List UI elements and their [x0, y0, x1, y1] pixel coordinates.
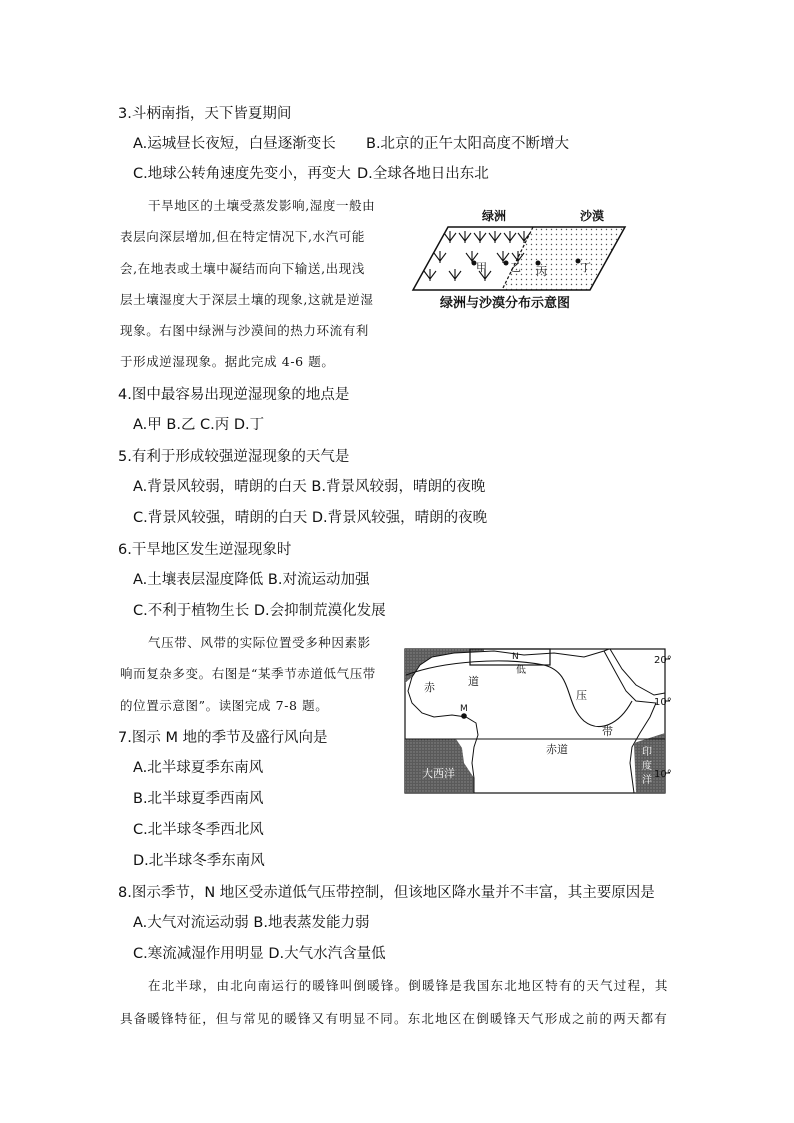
belt-char-dai: 带	[602, 725, 613, 738]
pressure-belt-map	[404, 643, 684, 798]
passage3-line: 具备暖锋特征，但与常见的暖锋又有明显不同。东北地区在倒暖锋天气形成之前的两天都有	[120, 1011, 669, 1026]
point-yi-dot	[504, 261, 509, 266]
indian-label-3: 洋	[642, 775, 652, 786]
q5-options-line1: A.背景风较弱，晴朗的白天 B.背景风较弱，晴朗的夜晚	[133, 479, 486, 495]
q4-stem: 4.图中最容易出现逆湿现象的地点是	[118, 387, 350, 403]
passage1-line: 层土壤湿度大于深层土壤的现象,这就是逆湿	[120, 292, 374, 307]
q7-option-a: A.北半球夏季东南风	[133, 760, 264, 776]
q7-stem: 7.图示 M 地的季节及盛行风向是	[118, 730, 328, 746]
point-bing-label: 丙	[536, 265, 547, 278]
passage3-line: 在北半球，由北向南运行的暖锋叫倒暖锋。倒暖锋是我国东北地区特有的天气过程，其	[148, 978, 669, 993]
point-yi-label: 乙	[510, 261, 521, 274]
figure1-caption: 绿洲与沙漠分布示意图	[440, 296, 571, 311]
belt-char-ya: 压	[576, 689, 587, 702]
q5-options-line2: C.背景风较强，晴朗的白天 D.背景风较强，晴朗的夜晚	[133, 510, 488, 526]
q7-option-c: C.北半球冬季西北风	[133, 822, 264, 838]
passage1-line: 会,在地表或土壤中凝结而向下输送,出现浅	[120, 261, 365, 276]
desert-label: 沙漠	[580, 209, 605, 223]
belt-char-dao: 道	[468, 675, 479, 688]
passage2-line: 的位置示意图”。读图完成 7-8 题。	[120, 698, 329, 713]
lat-10s-label: 10°	[654, 769, 672, 780]
q6-stem: 6.干旱地区发生逆湿现象时	[118, 542, 292, 558]
q3-option-b: B.北京的正午太阳高度不断增大	[366, 136, 570, 152]
q3-option-a: A.运城昼长夜短，白昼逐渐变长	[133, 136, 336, 152]
passage2-line: 气压带、风带的实际位置受多种因素影	[148, 635, 371, 650]
atlantic-label: 大西洋	[422, 767, 455, 780]
q5-stem: 5.有利于形成较强逆湿现象的天气是	[118, 449, 350, 465]
low-label: 低	[516, 665, 526, 676]
q6-options-line1: A.土壤表层湿度降低 B.对流运动加强	[133, 572, 370, 588]
oasis-desert-figure	[410, 203, 660, 318]
m-point-dot	[461, 713, 467, 719]
q8-options-line2: C.寒流减湿作用明显 D.大气水汽含量低	[133, 946, 386, 962]
indian-label-2: 度	[642, 761, 652, 772]
q3-option-c: C.地球公转角速度先变小，再变大	[133, 166, 351, 182]
q7-option-b: B.北半球夏季西南风	[133, 791, 264, 807]
oasis-label: 绿洲	[482, 209, 507, 223]
passage1-line: 于形成逆湿现象。据此完成 4-6 题。	[120, 354, 335, 369]
q4-options: A.甲 B.乙 C.丙 D.丁	[133, 417, 265, 433]
q8-stem: 8.图示季节，N 地区受赤道低气压带控制，但该地区降水量并不丰富，其主要原因是	[118, 885, 655, 901]
passage1-line: 干旱地区的土壤受蒸发影响,湿度一般由	[148, 198, 376, 213]
passage1-line: 现象。右图中绿洲与沙漠间的热力环流有利	[120, 323, 369, 338]
n-point-label: N	[512, 652, 519, 662]
point-jia-label: 甲	[476, 261, 487, 274]
passage2-line: 响而复杂多变。右图是“某季节赤道低气压带	[120, 666, 376, 681]
q8-options-line1: A.大气对流运动弱 B.地表蒸发能力弱	[133, 915, 370, 931]
lat-20-label: 20°	[654, 655, 672, 666]
point-ding-label: 丁	[580, 261, 591, 274]
belt-char-chi: 赤	[424, 681, 435, 694]
lat-10n-label: 10°	[654, 697, 672, 708]
q7-option-d: D.北半球冬季东南风	[133, 853, 265, 869]
passage1-line: 表层向深层增加,但在特定情况下,水汽可能	[120, 229, 365, 244]
m-point-label: M	[460, 704, 468, 714]
q6-options-line2: C.不利于植物生长 D.会抑制荒漠化发展	[133, 603, 386, 619]
q3-stem: 3.斗柄南指，天下皆夏期间	[118, 106, 292, 122]
equator-label: 赤道	[546, 743, 568, 756]
q3-option-d: D.全球各地日出东北	[357, 166, 489, 182]
indian-label-1: 印	[642, 747, 652, 758]
